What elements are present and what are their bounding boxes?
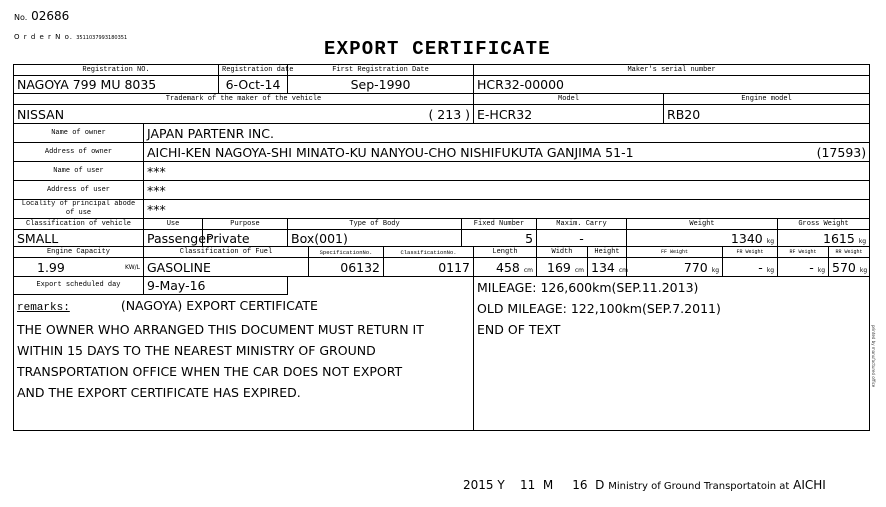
type-of-body-value: Box(001) (288, 230, 462, 247)
engine-capacity-cell (14, 258, 144, 277)
label-gross-weight: Gross Weight (778, 219, 870, 230)
label-registration-no: Registration NO. (14, 65, 219, 76)
locality-value: *** (144, 200, 870, 219)
classification-no-value: 0117 (384, 258, 474, 277)
remarks-right-line: END OF TEXT (477, 322, 561, 337)
order-number (14, 33, 127, 41)
rf-weight-cell (778, 258, 829, 277)
issue-date: 2015 Y 11 M 16 D (463, 478, 605, 492)
ff-weight-unit: kg (711, 266, 720, 274)
makers-serial-value: HCR32-00000 (474, 76, 870, 94)
remarks-right-line: MILEAGE: 126,600km(SEP.11.2013) (477, 280, 699, 295)
label-length: Length (474, 247, 537, 258)
remarks-header (17, 295, 470, 319)
maxim-carry-value: - (537, 230, 627, 247)
owner-name-value: JAPAN PARTENR INC. (144, 124, 870, 143)
label-fr-weight: FR Weight (723, 247, 778, 258)
rf-weight-unit: kg (817, 266, 826, 274)
length-unit: cm (523, 266, 534, 274)
gross-weight-unit: kg (858, 237, 867, 245)
fuel-value: GASOLINE (144, 258, 309, 277)
label-name-of-user: Name of user (14, 162, 144, 181)
width-unit: cm (574, 266, 585, 274)
owner-address-cell (144, 143, 870, 162)
order-number-value: 3511037993180351 (76, 35, 128, 41)
issue-footer (463, 478, 826, 492)
length-cell (474, 258, 537, 277)
rf-weight-value: - (809, 259, 814, 275)
weight-value: 1340 (730, 230, 763, 246)
engine-capacity-unit: KW/L (124, 263, 140, 271)
remarks-left-line: THE OWNER WHO ARRANGED THIS DOCUMENT MUST RETURN IT (17, 322, 424, 337)
user-name-value: *** (144, 162, 870, 181)
width-cell (537, 258, 588, 277)
document-number-prefix: No. (14, 13, 28, 22)
label-rr-weight: RR Weight (829, 247, 870, 258)
weight-unit: kg (766, 237, 775, 245)
label-height: Height (588, 247, 627, 258)
model-value: E-HCR32 (474, 105, 664, 124)
trademark-value: NISSAN (17, 106, 65, 122)
use-value: Passenger (144, 230, 203, 247)
user-address-value: *** (144, 181, 870, 200)
length-value: 458 (496, 259, 520, 275)
ff-weight-cell (627, 258, 723, 277)
registration-date-value: 6-Oct-14 (219, 76, 288, 94)
weight-cell (627, 230, 778, 247)
label-width: Width (537, 247, 588, 258)
label-use: Use (144, 219, 203, 230)
rr-weight-cell (829, 258, 870, 277)
remarks-label: remarks: (17, 302, 70, 314)
label-address-of-owner: Address of owner (14, 143, 144, 162)
label-trademark: Trademark of the maker of the vehicle (14, 94, 474, 105)
label-model: Model (474, 94, 664, 105)
certificate-title: EXPORT CERTIFICATE (324, 38, 551, 60)
label-type-of-body: Type of Body (288, 219, 462, 230)
engine-capacity-value: 1.99 (37, 259, 65, 275)
label-address-of-user: Address of user (14, 181, 144, 200)
label-first-registration-date: First Registration Date (288, 65, 474, 76)
rr-weight-value: 570 (832, 259, 856, 275)
label-engine-model: Engine model (664, 94, 870, 105)
document-number-value: 02686 (31, 9, 70, 23)
specification-no-value: 06132 (309, 258, 384, 277)
remarks-left-line: WITHIN 15 DAYS TO THE NEAREST MINISTRY OF GROUND (17, 343, 376, 358)
remarks-left-cell (14, 295, 474, 431)
trademark-code: ( 213 ) (428, 106, 471, 122)
remarks-right-line: OLD MILEAGE: 122,100km(SEP.7.2011) (477, 301, 721, 316)
label-export-scheduled-day: Export scheduled day (14, 277, 144, 295)
label-purpose: Purpose (203, 219, 288, 230)
label-classification-no: ClassificationNo. (384, 247, 474, 258)
first-registration-date-value: Sep-1990 (288, 76, 474, 94)
label-registration-date: Registration date (219, 65, 288, 76)
remarks-left-line: TRANSPORTATION OFFICE WHEN THE CAR DOES NOT EXPORT (17, 364, 403, 379)
label-fixed-number: Fixed Number (462, 219, 537, 230)
fr-weight-unit: kg (766, 266, 775, 274)
order-number-label: O r d e r N o. (14, 33, 73, 41)
height-unit: cm (618, 266, 629, 274)
owner-address-value: AICHI-KEN NAGOYA-SHI MINATO-KU NANYOU-CHO NISHIFUKUTA GANJIMA 51-1 (147, 144, 634, 160)
label-weight: Weight (627, 219, 778, 230)
remarks-left-line: AND THE EXPORT CERTIFICATE HAS EXPIRED. (17, 385, 301, 400)
fr-weight-cell (723, 258, 778, 277)
export-scheduled-day-value: 9-May-16 (144, 277, 288, 295)
fixed-number-value: 5 (462, 230, 537, 247)
fr-weight-value: - (758, 259, 763, 275)
width-value: 169 (547, 259, 571, 275)
label-name-of-owner: Name of owner (14, 124, 144, 143)
owner-address-code: (17593) (816, 144, 867, 160)
height-value: 134 (591, 259, 615, 275)
label-specification-no: SpecificationNo. (309, 247, 384, 258)
trademark-cell (14, 105, 474, 124)
document-number (14, 9, 69, 23)
issue-location: AICHI (793, 478, 826, 492)
label-classification-of-vehicle: Classification of vehicle (14, 219, 144, 230)
label-classification-of-fuel: Classification of Fuel (144, 247, 309, 258)
label-rf-weight: RF Weight (778, 247, 829, 258)
engine-model-value: RB20 (664, 105, 870, 124)
certificate-table (13, 64, 870, 431)
label-locality: Locality of principal abode of use (14, 200, 144, 219)
remarks-right-cell (474, 277, 870, 431)
label-maxim-carry: Maxim. Carry (537, 219, 627, 230)
gross-weight-cell (778, 230, 870, 247)
side-note: printed by manufactured office (871, 325, 876, 388)
label-ff-weight: FF Weight (627, 247, 723, 258)
rr-weight-unit: kg (859, 266, 868, 274)
label-makers-serial: Maker's serial number (474, 65, 870, 76)
ministry-text: Ministry of Ground Transportatoin at (608, 481, 790, 492)
gross-weight-value: 1615 (823, 230, 855, 246)
purpose-value: Private (203, 230, 288, 247)
remarks-left-line: (NAGOYA) EXPORT CERTIFICATE (120, 298, 318, 313)
ff-weight-value: 770 (683, 259, 708, 275)
registration-no-value: NAGOYA 799 MU 8035 (14, 76, 219, 94)
height-cell (588, 258, 627, 277)
classification-value: SMALL (14, 230, 144, 247)
label-engine-capacity: Engine Capacity (14, 247, 144, 258)
